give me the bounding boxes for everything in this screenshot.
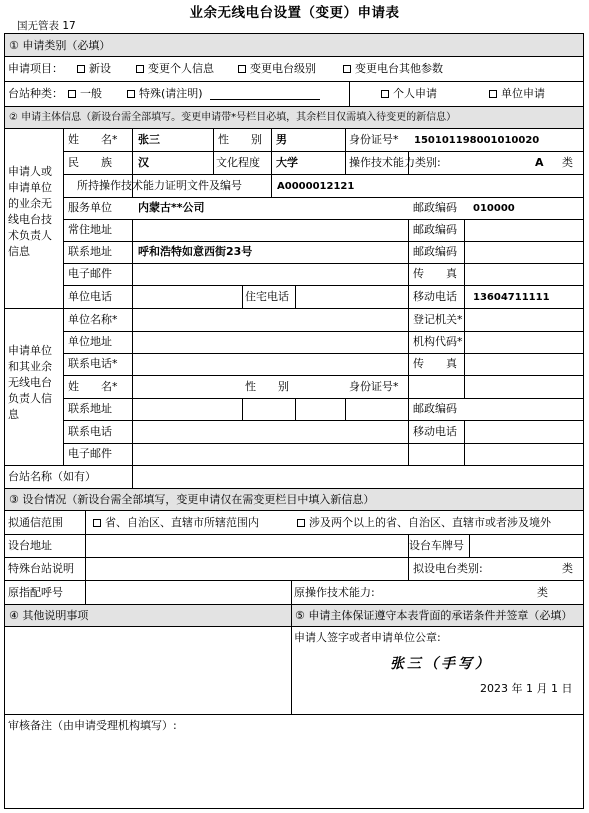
station-type-label: 台站种类：	[8, 87, 63, 100]
checkbox-range-multi[interactable]	[297, 516, 551, 529]
contact-postcode-label: 邮政编码	[413, 245, 457, 258]
mgr-mobile-label: 移动电话	[413, 425, 457, 438]
section2-title: ② 申请主体信息（新设台需全部填写。变更申请带*号栏目必填，其余栏目仅需填入待变更的新信息）	[9, 112, 457, 123]
home-phone-label: 住宅电话	[245, 290, 289, 303]
checkbox-change-other[interactable]	[343, 62, 443, 75]
mgr-addr-label: 联系地址	[68, 402, 112, 415]
callsign-label: 原指配呼号	[8, 586, 63, 599]
checkbox-range-province-label: 省、自治区、直辖市所辖范围内	[105, 516, 259, 529]
checkbox-box[interactable]	[136, 65, 144, 73]
cert-value[interactable]: A0000012121	[277, 181, 355, 192]
fax-label: 传 真	[413, 267, 457, 280]
checkbox-range-multi-label: 涉及两个以上的省、自治区、直辖市或者涉及境外	[309, 516, 551, 529]
planned-level-unit: 类	[562, 562, 573, 575]
checkbox-general-label: 一般	[80, 87, 102, 100]
contact-addr-value[interactable]: 呼和浩特如意西街23号	[138, 245, 253, 258]
postcode-label: 邮政编码	[413, 201, 457, 214]
checkbox-box[interactable]	[238, 65, 246, 73]
mgr-email-label: 电子邮件	[68, 447, 112, 460]
checkbox-personal-apply[interactable]	[381, 87, 437, 100]
work-phone-label: 单位电话	[68, 290, 112, 303]
reg-office-label: 登记机关*	[413, 313, 463, 326]
orig-level-label: 原操作技术能力:	[294, 586, 375, 599]
org-addr-label: 单位地址	[68, 335, 112, 348]
checkbox-change-level-label: 变更电台级别	[250, 62, 316, 75]
name-value[interactable]: 张三	[138, 133, 160, 146]
mgr-gender-label: 性 别	[245, 380, 289, 393]
checkbox-box[interactable]	[489, 90, 497, 98]
checkbox-box[interactable]	[93, 519, 101, 527]
checkbox-unit-apply-label: 单位申请	[501, 87, 545, 100]
special-note-underline[interactable]	[210, 99, 320, 100]
review-note-label: 审核备注（由申请受理机构填写）:	[8, 719, 177, 732]
name-label: 姓 名*	[68, 133, 118, 146]
mgr-phone-label: 联系电话	[68, 425, 112, 438]
op-level-label: 操作技术能力类别:	[349, 156, 441, 169]
checkbox-box[interactable]	[127, 90, 135, 98]
mobile-label: 移动电话	[413, 290, 457, 303]
special-station-label: 特殊台站说明	[8, 562, 74, 575]
form-frame	[4, 33, 584, 809]
station-name-label: 台站名称（如有）	[8, 470, 96, 483]
plate-label: 设台车牌号	[409, 539, 464, 552]
email-label: 电子邮件	[68, 267, 112, 280]
sign-date: 2023 年 1 月 1 日	[480, 682, 573, 695]
mobile-value[interactable]: 13604711111	[473, 292, 550, 303]
form-title: 业余无线电台设置（变更）申请表	[189, 5, 400, 21]
checkbox-change-level[interactable]	[238, 62, 316, 75]
id-label: 身份证号*	[349, 133, 399, 146]
checkbox-special-label: 特殊(请注明)	[139, 87, 203, 100]
site-addr-label: 设台地址	[8, 539, 52, 552]
residence-postcode-label: 邮政编码	[413, 223, 457, 236]
gender-value[interactable]: 男	[276, 133, 287, 146]
checkbox-special[interactable]	[127, 87, 203, 100]
range-label: 拟通信范围	[8, 516, 63, 529]
mgr-postcode-label: 邮政编码	[413, 402, 457, 415]
employer-label: 服务单位	[68, 201, 112, 214]
mgr-id-label: 身份证号*	[349, 380, 399, 393]
section5-title: ⑤ 申请主体保证遵守本表背面的承诺条件并签章（必填）	[295, 609, 573, 622]
employer-value[interactable]: 内蒙古**公司	[138, 201, 205, 214]
org-name-label: 单位名称*	[68, 313, 118, 326]
sign-label: 申请人签字或者申请单位公章:	[294, 631, 441, 644]
handwritten-signature: 张三（手写）	[390, 656, 492, 672]
education-value[interactable]: 大学	[276, 156, 298, 169]
checkbox-box[interactable]	[381, 90, 389, 98]
planned-level-label: 拟设电台类别:	[413, 562, 483, 575]
gender-label: 性 别	[218, 133, 262, 146]
ethnicity-value[interactable]: 汉	[138, 156, 149, 169]
section1-title: ① 申请类别（必填）	[9, 39, 111, 52]
apply-item-label: 申请项目：	[8, 62, 63, 75]
section3-title: ③ 设台情况（新设台需全部填写，变更申请仅在需变更栏目中填入新信息）	[9, 493, 375, 506]
org-group-label: 申请单位和其业余无线电台负责人信息	[8, 344, 52, 421]
checkbox-box[interactable]	[343, 65, 351, 73]
checkbox-new[interactable]	[77, 62, 111, 75]
mgr-name-label: 姓 名*	[68, 380, 118, 393]
checkbox-change-personal[interactable]	[136, 62, 214, 75]
checkbox-personal-apply-label: 个人申请	[393, 87, 437, 100]
checkbox-new-label: 新设	[89, 62, 111, 75]
checkbox-unit-apply[interactable]	[489, 87, 545, 100]
org-phone-label: 联系电话*	[68, 357, 118, 370]
orig-level-unit: 类	[537, 586, 548, 599]
op-level-value[interactable]: A	[535, 156, 544, 169]
section4-title: ④ 其他说明事项	[9, 609, 89, 622]
postcode-value[interactable]: 010000	[473, 203, 515, 214]
ethnicity-label: 民 族	[68, 156, 112, 169]
org-code-label: 机构代码*	[413, 335, 463, 348]
checkbox-box[interactable]	[297, 519, 305, 527]
checkbox-range-province[interactable]	[93, 516, 259, 529]
residence-label: 常住地址	[68, 223, 112, 236]
form-doc-number: 国无管表 17	[17, 20, 76, 32]
checkbox-change-other-label: 变更电台其他参数	[355, 62, 443, 75]
op-level-unit: 类	[562, 156, 573, 169]
checkbox-box[interactable]	[77, 65, 85, 73]
person-group-label: 申请人或申请单位的业余无线电台技术负责人信息	[8, 165, 52, 258]
cert-label: 所持操作技术能力证明文件及编号	[77, 179, 242, 192]
org-fax-label: 传 真	[413, 357, 457, 370]
checkbox-general[interactable]	[68, 87, 102, 100]
id-value[interactable]: 150101198001010020	[414, 135, 540, 146]
education-label: 文化程度	[216, 156, 260, 169]
checkbox-box[interactable]	[68, 90, 76, 98]
checkbox-change-personal-label: 变更个人信息	[148, 62, 214, 75]
contact-addr-label: 联系地址	[68, 245, 112, 258]
